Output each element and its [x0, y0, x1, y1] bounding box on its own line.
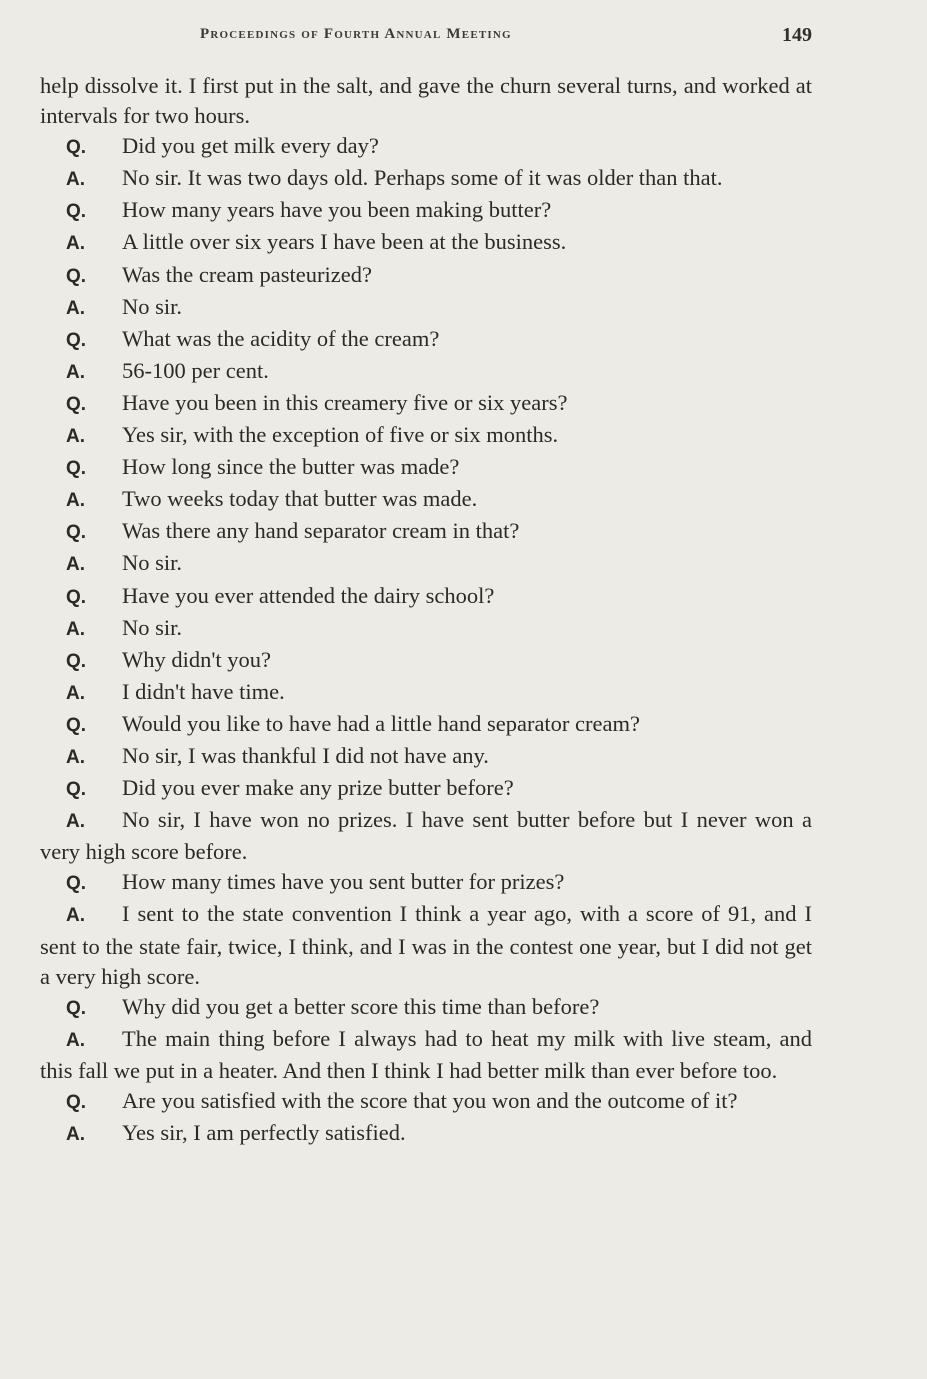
qa-text: No sir. — [122, 614, 183, 640]
qa-label: A. — [66, 426, 85, 448]
qa-text: I didn't have time. — [122, 678, 285, 704]
qa-paragraph — [40, 163, 812, 195]
qa-label: A. — [66, 361, 85, 383]
qa-text: 56-100 per cent. — [122, 357, 269, 383]
qa-paragraph — [40, 131, 812, 163]
qa-text: The main thing before I always had to heat my milk with live steam, and this fall we put in a heater. And then I think I had better milk than ever before too. — [40, 1025, 812, 1083]
qa-paragraph — [40, 227, 812, 259]
qa-label: Q. — [66, 779, 87, 801]
qa-text: How long since the butter was made? — [122, 454, 460, 480]
qa-label: Q. — [66, 1092, 87, 1113]
qa-paragraph — [40, 484, 812, 516]
qa-text: Have you ever attended the dairy school? — [122, 582, 495, 608]
qa-label: A. — [66, 905, 85, 927]
qa-paragraph — [40, 709, 812, 741]
qa-label: A. — [66, 169, 85, 191]
qa-text: Why did you get a better score this time than before? — [122, 993, 600, 1019]
qa-paragraph — [40, 805, 812, 867]
qa-text: Was the cream pasteurized? — [122, 261, 372, 287]
qa-text: No sir. — [122, 293, 183, 319]
qa-paragraph — [40, 356, 812, 388]
qa-text: Would you like to have had a little hand separator cream? — [122, 710, 640, 736]
qa-text: I sent to the state convention I think a year ago, with a score of 91, and I sent to the state fair, twice, I think, and I was in the contest one year, but I did not get a very high score. — [40, 901, 812, 989]
qa-label: A. — [66, 1029, 85, 1051]
qa-label: Q. — [66, 873, 87, 895]
qa-label: Q. — [66, 137, 87, 159]
qa-label: A. — [66, 811, 85, 833]
qa-paragraph — [40, 741, 812, 773]
qa-label: Q. — [66, 393, 87, 415]
qa-text: What was the acidity of the cream? — [122, 325, 440, 351]
page-number: 149 — [782, 24, 812, 46]
qa-paragraph — [40, 420, 812, 452]
qa-text: Are you satisfied with the score that you won and the outcome of it? — [122, 1088, 738, 1113]
qa-paragraph — [40, 613, 812, 645]
opening-paragraph: help dissolve it. I first put in the salt, and gave the churn several turns, and worked at intervals for two hours. — [40, 73, 812, 129]
qa-paragraph — [40, 548, 812, 580]
qa-text: No sir. It was two days old. Perhaps some of it was older than that. — [122, 165, 723, 191]
qa-paragraph — [40, 992, 812, 1024]
qa-text: Two weeks today that butter was made. — [122, 486, 478, 512]
qa-label: A. — [66, 233, 85, 255]
qa-paragraph — [40, 677, 812, 709]
qa-label: A. — [66, 1124, 85, 1146]
qa-paragraph — [40, 324, 812, 356]
qa-text: Yes sir, with the exception of five or six months. — [122, 422, 559, 448]
qa-paragraph — [40, 1024, 812, 1086]
qa-paragraph — [40, 292, 812, 324]
qa-text: No sir, I have won no prizes. I have sent butter before but I never won a very high score before. — [40, 807, 812, 865]
qa-label: Q. — [66, 714, 87, 736]
qa-paragraph — [40, 260, 812, 292]
qa-label: A. — [66, 682, 85, 704]
qa-text: Did you ever make any prize butter before? — [122, 775, 514, 801]
qa-text: Why didn't you? — [122, 646, 272, 672]
qa-text: Yes sir, I am perfectly satisfied. — [122, 1120, 406, 1146]
qa-label: Q. — [66, 522, 87, 544]
qa-label: Q. — [66, 329, 87, 351]
qa-text: Have you been in this creamery five or six years? — [122, 389, 568, 415]
qa-text: Did you get milk every day? — [122, 133, 379, 159]
page-header — [40, 26, 812, 52]
qa-label: Q. — [66, 265, 87, 287]
qa-paragraph — [40, 581, 812, 613]
qa-text: How many times have you sent butter for prizes? — [122, 869, 565, 895]
qa-paragraph — [40, 773, 812, 805]
qa-paragraph — [40, 195, 812, 227]
qa-paragraph — [40, 1118, 812, 1150]
qa-text: Was there any hand separator cream in that? — [122, 518, 520, 544]
body-text — [40, 71, 812, 1150]
qa-paragraph — [40, 1086, 812, 1118]
qa-paragraph — [40, 899, 812, 991]
qa-label: A. — [66, 618, 85, 640]
qa-text: No sir, I was thankful I did not have any. — [122, 742, 489, 768]
qa-label: Q. — [66, 201, 87, 223]
qa-label: A. — [66, 746, 85, 768]
qa-paragraph — [40, 867, 812, 899]
qa-label: Q. — [66, 458, 87, 480]
qa-text: How many years have you been making butter? — [122, 197, 552, 223]
qa-paragraph — [40, 452, 812, 484]
qa-paragraph — [40, 388, 812, 420]
running-head: Proceedings of Fourth Annual Meeting — [200, 26, 512, 42]
qa-paragraph — [40, 516, 812, 548]
qa-label: A. — [66, 554, 85, 576]
qa-text: No sir. — [122, 550, 183, 576]
qa-label: Q. — [66, 997, 87, 1019]
qa-label: A. — [66, 297, 85, 319]
qa-paragraph — [40, 645, 812, 677]
qa-label: A. — [66, 490, 85, 512]
qa-label: Q. — [66, 586, 87, 608]
qa-label: Q. — [66, 650, 87, 672]
qa-text: A little over six years I have been at the business. — [122, 229, 567, 255]
